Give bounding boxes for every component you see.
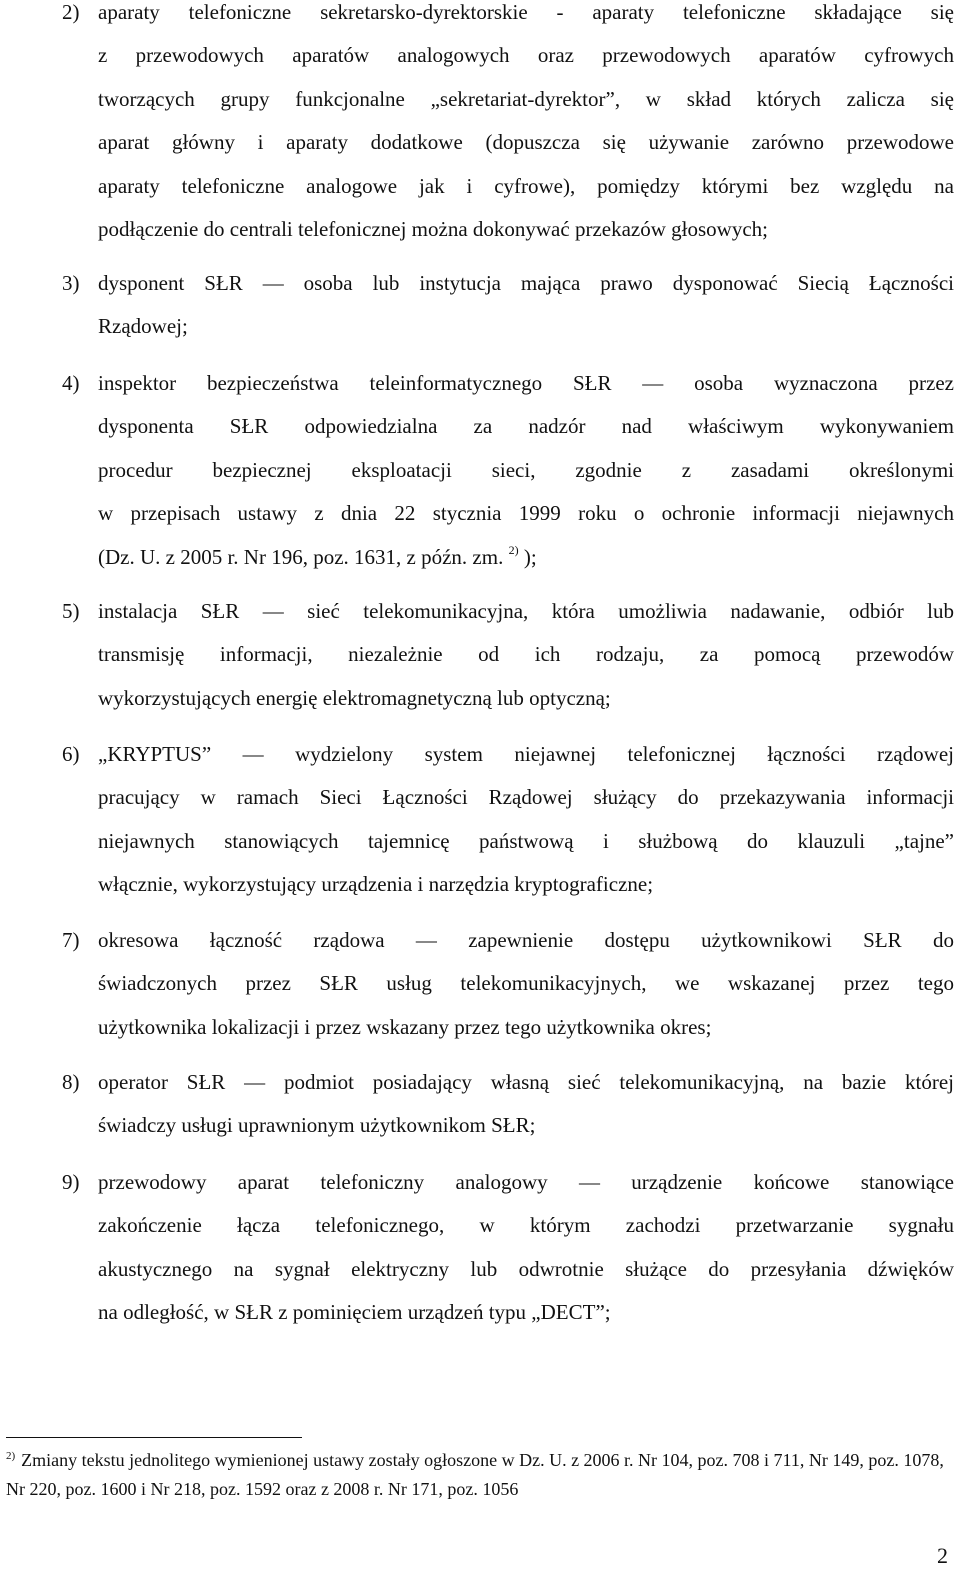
definition-item-6 <box>62 733 954 907</box>
text-line: zakończenie łącza telefonicznego, w którym zachodzi przetwarzanie sygnału <box>98 1213 954 1238</box>
item-text <box>98 1161 954 1335</box>
text-line: włącznie, wykorzystujący urządzenia i narzędzia kryptograficzne; <box>98 872 654 897</box>
text-line: przewodowy aparat telefoniczny analogowy — urządzenie końcowe stanowiące <box>98 1170 954 1194</box>
text-line: niejawnych stanowiących tajemnicę państwową i służbową do klauzuli „tajne” <box>98 828 954 853</box>
text-line: świadczonych przez SŁR usług telekomunikacyjnych, we wskazanej przez tego <box>98 971 954 996</box>
footnote-separator <box>6 1437 302 1438</box>
item-number: 9) <box>62 1170 80 1194</box>
text-line: transmisję informacji, niezależnie od ich rodzaju, za pomocą przewodów <box>98 642 954 667</box>
item-number: 4) <box>62 371 80 395</box>
item-text <box>98 0 954 251</box>
item-text <box>98 733 954 907</box>
text-line: aparaty telefoniczne sekretarsko-dyrektorskie - aparaty telefoniczne składające się <box>98 0 954 24</box>
definition-item-5 <box>62 590 954 720</box>
text-line: tworzących grupy funkcjonalne „sekretariat-dyrektor”, w skład których zalicza się <box>98 86 954 111</box>
text-line-last <box>98 536 954 579</box>
item-text <box>98 1061 954 1148</box>
text-line: wykorzystujących energię elektromagnetyczną lub optyczną; <box>98 685 611 710</box>
definition-item-9 <box>62 1161 954 1335</box>
text-line: dysponent SŁR — osoba lub instytucja mająca prawo dysponować Siecią Łączności <box>98 271 954 295</box>
footnote-text: Zmiany tekstu jednolitego wymienionej ustawy zostały ogłoszone w Dz. U. z 2006 r. Nr 104, poz. 708 i 711, Nr 149, poz. 1078, Nr 220, poz. 1600 i Nr 218, poz. 1592 oraz z 2008 r. Nr 171, poz. 1056 <box>6 1450 944 1499</box>
text-line: świadczy usługi uprawnionym użytkownikom SŁR; <box>98 1113 536 1138</box>
text-line: z przewodowych aparatów analogowych oraz przewodowych aparatów cyfrowych <box>98 43 954 68</box>
item-number: 5) <box>62 599 80 623</box>
footnote-marker: 2) <box>6 1450 16 1462</box>
text-line: okresowa łączność rządowa — zapewnienie dostępu użytkownikowi SŁR do <box>98 928 954 952</box>
text-line: pracujący w ramach Sieci Łączności Rządowej służący do przekazywania informacji <box>98 785 954 810</box>
text-line: dysponenta SŁR odpowiedzialna za nadzór nad właściwym wykonywaniem <box>98 414 954 439</box>
item-text <box>98 590 954 720</box>
text-line: aparat główny i aparaty dodatkowe (dopuszcza się używanie zarówno przewodowe <box>98 130 954 155</box>
text-line: inspektor bezpieczeństwa teleinformatycznego SŁR — osoba wyznaczona przez <box>98 371 954 395</box>
item-text <box>98 362 954 579</box>
text-line: akustycznego na sygnał elektryczny lub odwrotnie służące do przesyłania dźwięków <box>98 1256 954 1281</box>
text-line: procedur bezpiecznej eksploatacji sieci, zgodnie z zasadami określonymi <box>98 457 954 482</box>
text-line: na odległość, w SŁR z pominięciem urządzeń typu „DECT”; <box>98 1300 611 1325</box>
item-number: 8) <box>62 1070 80 1094</box>
item-number: 7) <box>62 928 80 952</box>
text-line: użytkownika lokalizacji i przez wskazany przez tego użytkownika okres; <box>98 1014 712 1039</box>
definition-item-8 <box>62 1061 954 1148</box>
text-line: operator SŁR — podmiot posiadający własną sieć telekomunikacyjną, na bazie której <box>98 1070 954 1094</box>
item-number: 6) <box>62 742 80 766</box>
footnote <box>6 1446 946 1504</box>
text-fragment: (Dz. U. z 2005 r. Nr 196, poz. 1631, z późn. zm. <box>98 544 504 569</box>
definition-item-3 <box>62 262 954 349</box>
page-number: 2 <box>937 1543 948 1568</box>
definition-item-4 <box>62 362 954 579</box>
item-number: 3) <box>62 271 80 295</box>
footnote-reference: 2) <box>508 542 519 557</box>
item-number: 2) <box>62 0 80 24</box>
item-text <box>98 262 954 349</box>
text-fragment: ); <box>518 544 537 569</box>
definition-item-7 <box>62 919 954 1049</box>
text-line: aparaty telefoniczne analogowe jak i cyfrowe), pomiędzy którymi bez względu na <box>98 173 954 198</box>
text-line: w przepisach ustawy z dnia 22 stycznia 1999 roku o ochronie informacji niejawnych <box>98 501 954 526</box>
text-line: podłączenie do centrali telefonicznej można dokonywać przekazów głosowych; <box>98 216 768 241</box>
definition-item-2 <box>62 0 954 251</box>
item-text <box>98 919 954 1049</box>
text-line: Rządowej; <box>98 314 188 339</box>
text-line: instalacja SŁR — sieć telekomunikacyjna, która umożliwia nadawanie, odbiór lub <box>98 599 954 623</box>
text-line: „KRYPTUS” — wydzielony system niejawnej telefonicznej łączności rządowej <box>98 742 954 766</box>
